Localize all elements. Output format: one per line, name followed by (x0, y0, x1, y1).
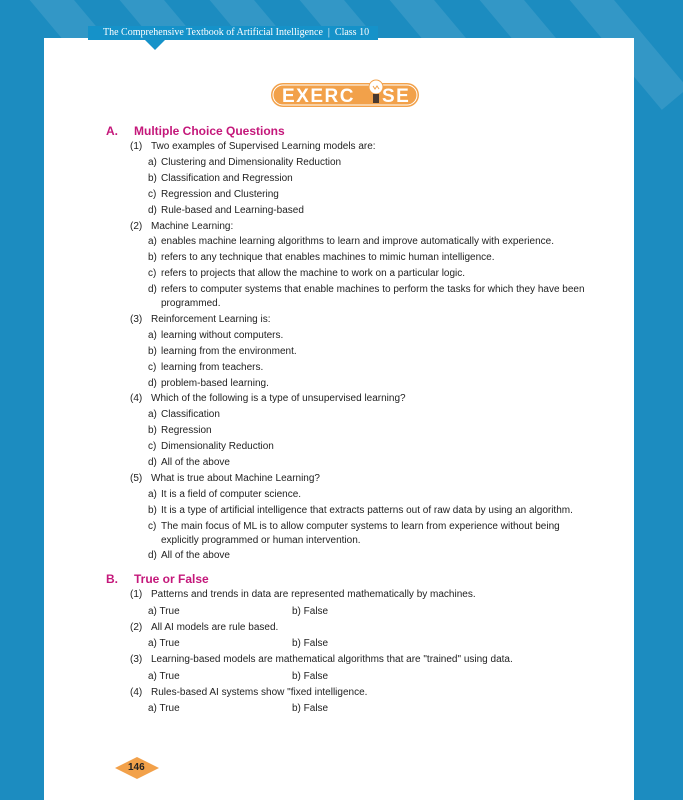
option-false: b) False (292, 670, 329, 682)
question-number: (3) (130, 313, 143, 325)
option-false: b) False (292, 703, 329, 714)
option-text: learning from teachers. (161, 361, 264, 373)
option-text: refers to any technique that enables machines to mimic human intelligence. (161, 252, 495, 264)
option-text-continued: explicitly programmed or human intervention. (161, 534, 361, 546)
option-text: learning from the environment. (161, 345, 297, 357)
banner-text-right: SE (382, 86, 411, 107)
option-true: a) True (148, 638, 180, 649)
option-text: problem-based learning. (161, 377, 269, 389)
option-label: c) (148, 361, 157, 373)
option-label: a) (148, 156, 157, 168)
section-title: True or False (134, 572, 209, 586)
option-true: a) True (148, 703, 180, 714)
option-false: b) False (292, 605, 329, 617)
option-text: Regression (161, 425, 212, 437)
option-label: b) (148, 504, 157, 516)
question-text: Patterns and trends in data are represented mathematically by machines. (151, 589, 476, 600)
section-title: Multiple Choice Questions (134, 124, 285, 138)
page-number: 146 (128, 762, 145, 773)
option-text: Regression and Clustering (161, 188, 279, 200)
question-number: (2) (130, 621, 143, 633)
question-number: (2) (130, 220, 143, 232)
option-label: d) (148, 284, 157, 296)
option-false: b) False (292, 638, 329, 649)
question-number: (4) (130, 686, 143, 698)
option-text: Clustering and Dimensionality Reduction (161, 156, 342, 168)
question-number: (4) (130, 393, 143, 405)
question-text: What is true about Machine Learning? (151, 472, 320, 484)
option-text-continued: programmed. (161, 298, 221, 309)
question-number: (1) (130, 589, 143, 600)
book-title: The Comprehensive Textbook of Artificial Intelligence (103, 27, 323, 38)
exercise-banner (270, 77, 420, 109)
option-label: b) (148, 345, 157, 357)
option-text: Rule-based and Learning-based (161, 204, 304, 216)
option-label: d) (148, 204, 157, 216)
option-text: It is a type of artificial intelligence that extracts patterns out of raw data by using an algorithm. (161, 504, 573, 516)
option-label: a) (148, 236, 157, 248)
question-number: (5) (130, 472, 143, 484)
section-letter: B. (106, 572, 118, 586)
option-text: The main focus of ML is to allow computer systems to learn from experience without being (161, 520, 560, 532)
header-separator: | (327, 27, 330, 38)
option-true: a) True (148, 670, 180, 682)
class-label: Class 10 (334, 27, 370, 38)
section-b-heading (106, 572, 209, 586)
question-text: Which of the following is a type of unsupervised learning? (151, 393, 406, 405)
option-label: c) (148, 268, 157, 280)
question-text: Rules-based AI systems show "fixed intelligence. (151, 686, 368, 698)
option-label: c) (148, 441, 157, 453)
option-label: b) (148, 172, 157, 184)
option-label: d) (148, 550, 157, 562)
option-label: d) (148, 457, 157, 468)
option-label: b) (148, 252, 157, 264)
option-text: All of the above (161, 457, 230, 468)
banner-text-left: EXERC (282, 86, 355, 107)
option-text: learning without computers. (161, 329, 284, 341)
option-text: Classification and Regression (161, 172, 293, 184)
option-text: refers to computer systems that enable machines to perform the tasks for which they have been (161, 284, 585, 296)
section-letter: A. (106, 124, 118, 138)
question-number: (3) (130, 654, 143, 665)
option-label: a) (148, 409, 157, 421)
question-number: (1) (130, 141, 143, 152)
option-label: b) (148, 425, 157, 437)
question-text: Reinforcement Learning is: (151, 313, 271, 325)
running-header (103, 27, 369, 38)
option-text: Classification (161, 409, 220, 421)
section-a-heading (106, 124, 285, 138)
option-label: a) (148, 488, 157, 500)
option-true: a) True (148, 605, 180, 617)
header-notch (145, 40, 165, 50)
option-text: refers to projects that allow the machine to work on a particular logic. (161, 268, 466, 280)
question-text: Two examples of Supervised Learning models are: (151, 141, 376, 152)
option-text: Dimensionality Reduction (161, 441, 274, 453)
question-text: Learning-based models are mathematical algorithms that are "trained" using data. (151, 654, 513, 665)
question-text: All AI models are rule based. (151, 621, 279, 633)
option-label: c) (148, 188, 157, 200)
option-label: a) (148, 329, 157, 341)
question-text: Machine Learning: (151, 220, 234, 232)
option-text: enables machine learning algorithms to learn and improve automatically with experience. (161, 236, 554, 248)
option-label: d) (148, 377, 157, 389)
option-label: c) (148, 520, 157, 532)
option-text: All of the above (161, 550, 230, 562)
option-text: It is a field of computer science. (161, 488, 302, 500)
